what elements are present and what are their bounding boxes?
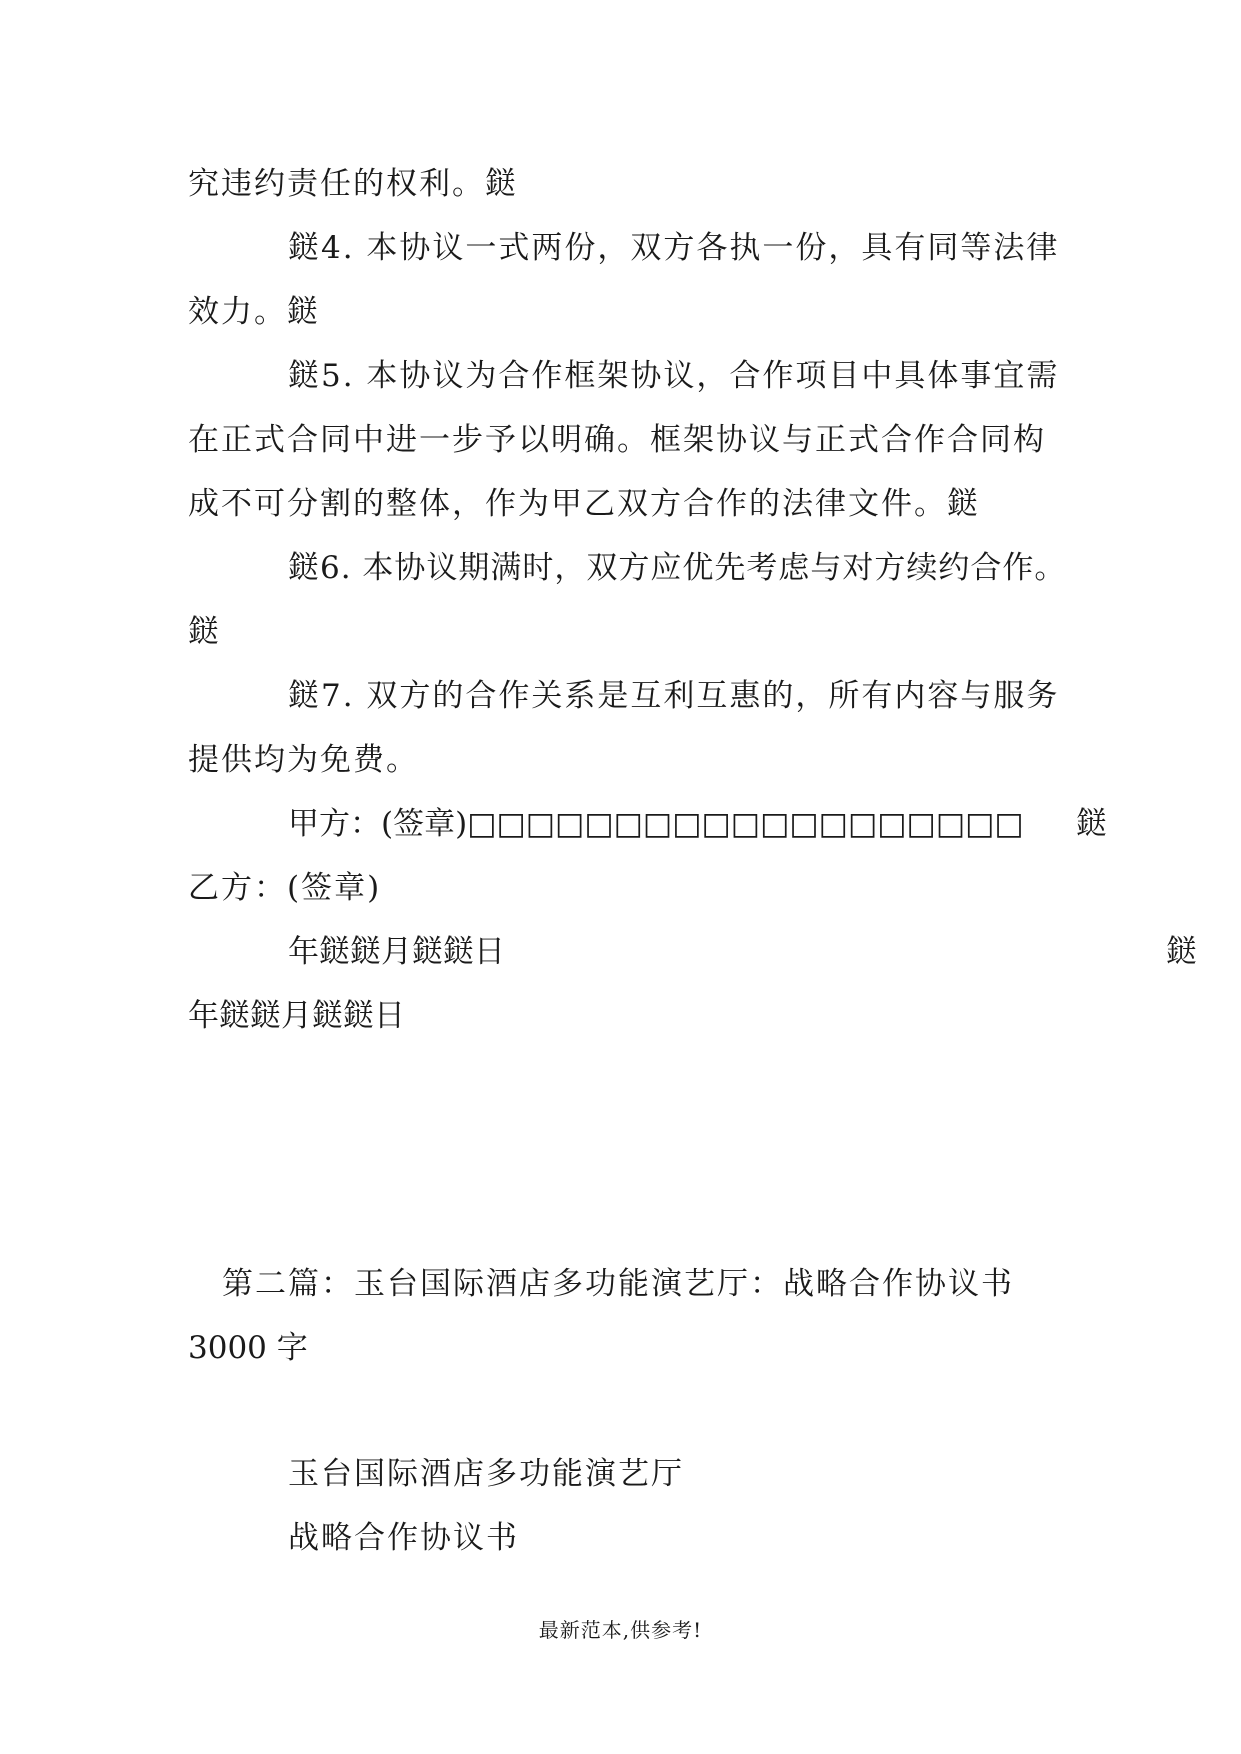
clause-5-line-1: 鎹5. 本协议为合作框架协议，合作项目中具体事宜需 (288, 358, 1060, 394)
section-2-title-line-1: 玉台国际酒店多功能演艺厅 (288, 1456, 684, 1492)
section-2-heading: 第二篇：玉台国际酒店多功能演艺厅：战略合作协议书 (222, 1266, 1014, 1302)
party-b-date: 年鎹鎹月鎹鎹日 (188, 998, 405, 1034)
clause-6-line-2: 鎹 (188, 614, 221, 650)
party-a-signature: 甲方：(签章)□□□□□□□□□□□□□□□□□□□ (288, 806, 1024, 842)
clause-7-line-2: 提供均为免费。 (188, 742, 419, 778)
clause-4-line-2: 效力。鎹 (188, 294, 320, 330)
clause-5-line-3: 成不可分割的整体，作为甲乙双方合作的法律文件。鎹 (188, 486, 980, 522)
section-2-word-count: 3000 字 (188, 1330, 308, 1366)
party-a-mark: 鎹 (1076, 806, 1109, 842)
clause-6-line-1: 鎹6. 本协议期满时，双方应优先考虑与对方续约合作。 (288, 550, 1067, 586)
party-b-signature: 乙方：(签章) (188, 870, 382, 906)
clause-7-line-1: 鎹7. 双方的合作关系是互利互惠的，所有内容与服务 (288, 678, 1060, 714)
party-a-date-mark: 鎹 (1166, 934, 1199, 970)
section-2-title-line-2: 战略合作协议书 (288, 1520, 519, 1556)
page-footer: 最新范本,供参考! (538, 1618, 703, 1642)
clause-4-line-1: 鎹4. 本协议一式两份，双方各执一份，具有同等法律 (288, 230, 1060, 266)
clause-5-line-2: 在正式合同中进一步予以明确。框架协议与正式合作合同构 (188, 422, 1046, 458)
party-a-date: 年鎹鎹月鎹鎹日 (288, 934, 505, 970)
clause-3-continuation: 究违约责任的权利。鎹 (188, 166, 518, 202)
